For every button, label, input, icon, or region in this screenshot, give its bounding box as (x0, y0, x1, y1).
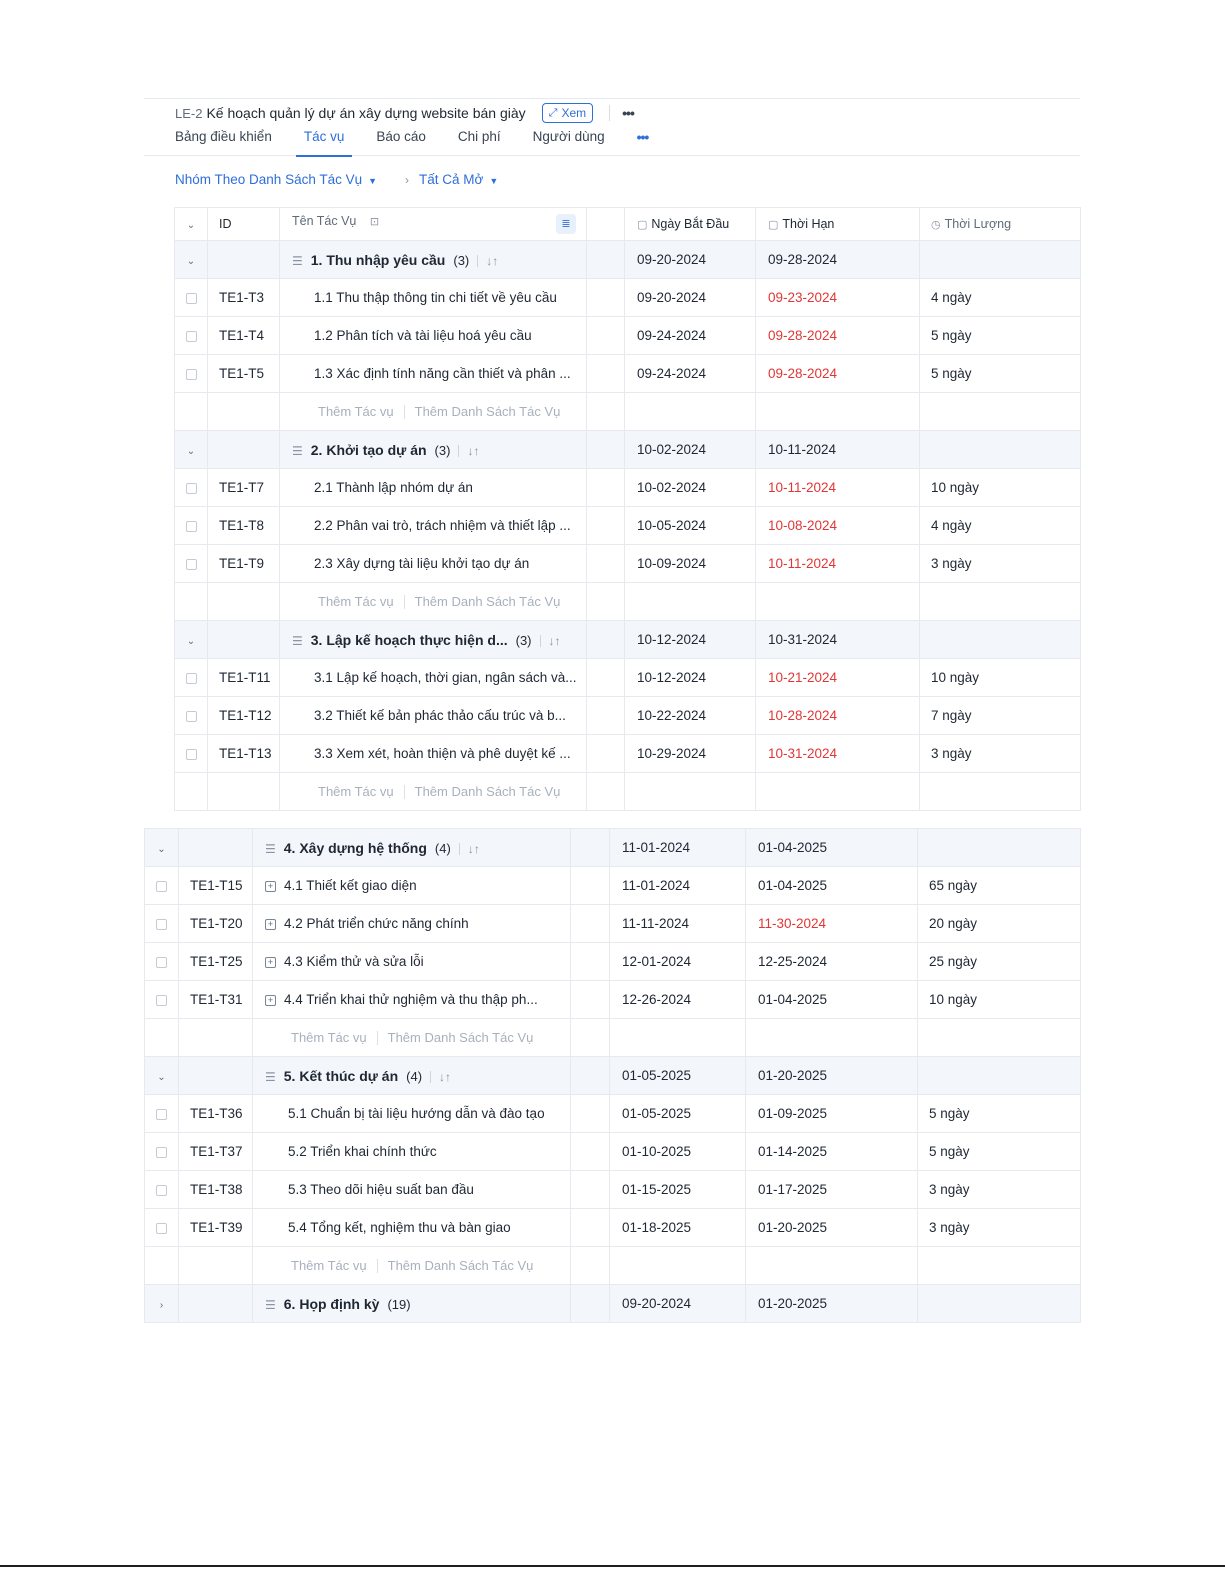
table-row[interactable] (145, 1209, 1081, 1247)
task-start-date[interactable]: 10-29-2024 (625, 735, 756, 773)
tab-dashboard[interactable]: Bảng điều khiển (175, 129, 272, 144)
row-checkbox[interactable] (156, 1223, 167, 1234)
task-due-date[interactable]: 01-14-2025 (746, 1133, 918, 1171)
group-name (253, 1057, 571, 1095)
group-due-date: 01-20-2025 (746, 1057, 918, 1095)
expand-subtasks-icon[interactable]: + (265, 881, 276, 892)
sort-icon[interactable]: ↓↑ (467, 443, 480, 458)
status-filter-label: Tất Cả Mở (419, 172, 484, 187)
task-due-date[interactable]: 09-28-2024 (756, 355, 920, 393)
task-duration: 5 ngày (920, 317, 1081, 355)
add-task-button[interactable]: Thêm Tác vụ (291, 1029, 367, 1045)
task-name[interactable]: 3.1 Lập kế hoạch, thời gian, ngân sách và... (280, 659, 587, 697)
task-due-date[interactable]: 10-08-2024 (756, 507, 920, 545)
calendar-icon: ▢ (768, 219, 779, 231)
task-duration: 10 ngày (918, 981, 1081, 1019)
task-duration: 7 ngày (920, 697, 1081, 735)
task-name[interactable]: 1.1 Thu thập thông tin chi tiết về yêu cầu (280, 279, 587, 317)
row-checkbox[interactable] (156, 957, 167, 968)
task-id: TE1-T37 (179, 1133, 253, 1171)
task-duration: 25 ngày (918, 943, 1081, 981)
group-name (280, 431, 587, 469)
group-count: (4) (434, 840, 451, 856)
row-checkbox[interactable] (156, 881, 167, 892)
task-id: TE1-T4 (208, 317, 280, 355)
table-row[interactable] (175, 545, 1081, 583)
row-checkbox[interactable] (156, 995, 167, 1006)
add-task-list-button[interactable]: Thêm Danh Sách Tác Vụ (414, 403, 561, 419)
task-start-date[interactable]: 10-22-2024 (625, 697, 756, 735)
row-checkbox[interactable] (186, 369, 197, 380)
task-due-date[interactable]: 01-09-2025 (746, 1095, 918, 1133)
columns-settings-icon[interactable]: ≣ (556, 214, 576, 234)
group-title: 6. Họp định kỳ (283, 1295, 380, 1312)
task-start-date[interactable]: 10-09-2024 (625, 545, 756, 583)
add-task-list-button[interactable]: Thêm Danh Sách Tác Vụ (387, 1257, 534, 1273)
table-row[interactable] (175, 469, 1081, 507)
task-due-date[interactable]: 10-11-2024 (756, 469, 920, 507)
task-start-date[interactable]: 12-01-2024 (610, 943, 746, 981)
task-name[interactable]: 3.3 Xem xét, hoàn thiện và phê duyệt kế ... (280, 735, 587, 773)
calendar-icon: ▢ (637, 219, 648, 231)
task-id: TE1-T8 (208, 507, 280, 545)
task-start-date[interactable]: 10-02-2024 (625, 469, 756, 507)
view-button[interactable] (542, 103, 594, 123)
column-name[interactable] (280, 208, 587, 241)
task-id: TE1-T3 (208, 279, 280, 317)
group-due-date: 10-11-2024 (756, 431, 920, 469)
sort-icon[interactable]: ↓↑ (439, 1069, 452, 1084)
page-edge-line (0, 1565, 1225, 1567)
task-table-part-1 (174, 207, 1081, 811)
project-header (144, 98, 1080, 156)
group-name (280, 621, 587, 659)
group-title: 1. Thu nhập yêu cầu (310, 251, 446, 268)
column-duration[interactable] (920, 208, 1081, 241)
column-due-label: Thời Hạn (782, 217, 835, 231)
table-header (175, 208, 1081, 241)
group-count: (3) (515, 632, 532, 648)
group-name (253, 1285, 571, 1323)
link-icon: ⤢ (548, 106, 558, 119)
task-id: TE1-T25 (179, 943, 253, 981)
collapse-all-icon[interactable]: ⌄ (175, 208, 208, 241)
list-icon: ☰ (265, 841, 276, 856)
table-row[interactable] (175, 355, 1081, 393)
add-task-row (175, 393, 1081, 431)
chevron-right-icon: › (405, 172, 410, 187)
task-due-date[interactable]: 10-28-2024 (756, 697, 920, 735)
task-id: TE1-T39 (179, 1209, 253, 1247)
task-duration: 3 ngày (920, 545, 1081, 583)
task-due-date[interactable]: 01-17-2025 (746, 1171, 918, 1209)
task-start-date[interactable]: 10-05-2024 (625, 507, 756, 545)
collapse-group-icon[interactable]: ⌄ (145, 1057, 179, 1095)
add-task-list-button[interactable]: Thêm Danh Sách Tác Vụ (414, 593, 561, 609)
task-due-date[interactable]: 10-31-2024 (756, 735, 920, 773)
task-name[interactable]: 1.3 Xác định tính năng cần thiết và phân ... (280, 355, 587, 393)
filter-bar (175, 172, 498, 187)
list-icon: ☰ (292, 253, 303, 268)
clock-icon: ◷ (931, 219, 941, 231)
group-title: 2. Khởi tạo dự án (310, 441, 427, 458)
task-id: TE1-T13 (208, 735, 280, 773)
row-checkbox[interactable] (186, 293, 197, 304)
row-checkbox[interactable] (156, 919, 167, 930)
task-group-row[interactable] (175, 621, 1081, 659)
group-title: 3. Lập kế hoạch thực hiện d... (310, 631, 508, 648)
table-row[interactable] (145, 943, 1081, 981)
collapse-group-icon[interactable]: ⌄ (175, 621, 208, 659)
expand-group-icon[interactable]: › (145, 1285, 179, 1323)
task-start-date[interactable]: 11-01-2024 (610, 867, 746, 905)
table-row[interactable] (175, 317, 1081, 355)
more-tabs-icon[interactable]: ••• (636, 129, 649, 145)
task-name[interactable]: 3.2 Thiết kế bản phác thảo cấu trúc và b... (280, 697, 587, 735)
task-name[interactable]: 5.1 Chuẩn bị tài liệu hướng dẫn và đào tạo (253, 1095, 571, 1133)
task-start-date[interactable]: 10-12-2024 (625, 659, 756, 697)
group-count: (4) (406, 1068, 423, 1084)
table-row[interactable] (145, 867, 1081, 905)
tab-bar (175, 129, 648, 155)
group-title: 5. Kết thúc dự án (283, 1067, 399, 1084)
expand-subtasks-icon[interactable]: + (265, 919, 276, 930)
task-name[interactable]: 2.2 Phân vai trò, trách nhiệm và thiết lập ... (280, 507, 587, 545)
task-name[interactable]: 1.2 Phân tích và tài liệu hoá yêu cầu (280, 317, 587, 355)
task-duration: 20 ngày (918, 905, 1081, 943)
group-by-dropdown[interactable] (175, 172, 377, 187)
add-task-row (175, 773, 1081, 811)
project-title: Kế hoạch quản lý dự án xây dựng website bán giày (206, 105, 526, 121)
add-task-button[interactable]: Thêm Tác vụ (318, 403, 394, 419)
add-task-list-button[interactable]: Thêm Danh Sách Tác Vụ (414, 783, 561, 799)
table-row[interactable] (145, 1133, 1081, 1171)
chevron-down-icon: ▼ (489, 176, 499, 186)
expand-subtasks-icon[interactable]: + (265, 995, 276, 1006)
group-start-date: 10-12-2024 (625, 621, 756, 659)
task-start-date[interactable]: 01-10-2025 (610, 1133, 746, 1171)
tab-tasks[interactable]: Tác vụ (304, 129, 345, 155)
task-due-date[interactable]: 11-30-2024 (746, 905, 918, 943)
task-name[interactable]: 4.4 Triển khai thử nghiệm và thu thập ph... (284, 992, 538, 1007)
task-group-row[interactable] (145, 829, 1081, 867)
column-start-date[interactable] (625, 208, 756, 241)
task-due-date[interactable]: 01-04-2025 (746, 867, 918, 905)
add-task-row (145, 1019, 1081, 1057)
column-duration-label: Thời Lượng (944, 217, 1012, 231)
column-start-label: Ngày Bắt Đầu (651, 217, 730, 231)
view-button-label: Xem (561, 106, 587, 120)
divider (609, 105, 610, 121)
row-checkbox[interactable] (186, 711, 197, 722)
group-count: (3) (453, 252, 470, 268)
task-duration: 5 ngày (920, 355, 1081, 393)
add-task-row (145, 1247, 1081, 1285)
row-checkbox[interactable] (156, 1147, 167, 1158)
row-checkbox[interactable] (186, 331, 197, 342)
table-row[interactable] (145, 1171, 1081, 1209)
group-start-date: 11-01-2024 (610, 829, 746, 867)
group-due-date: 01-04-2025 (746, 829, 918, 867)
row-checkbox[interactable] (186, 483, 197, 494)
task-due-date[interactable]: 01-04-2025 (746, 981, 918, 1019)
table-row[interactable] (175, 279, 1081, 317)
list-icon: ☰ (265, 1297, 276, 1312)
table-row[interactable] (175, 697, 1081, 735)
task-id: TE1-T12 (208, 697, 280, 735)
task-duration: 10 ngày (920, 659, 1081, 697)
group-start-date: 10-02-2024 (625, 431, 756, 469)
project-id: LE-2 (175, 105, 203, 121)
task-group-row[interactable] (145, 1057, 1081, 1095)
row-checkbox[interactable] (186, 673, 197, 684)
row-checkbox[interactable] (156, 1109, 167, 1120)
task-table-part-2 (144, 828, 1081, 1323)
task-name[interactable]: 4.1 Thiết kết giao diện (284, 878, 417, 893)
row-checkbox[interactable] (186, 749, 197, 760)
task-name[interactable]: 5.2 Triển khai chính thức (253, 1133, 571, 1171)
task-start-date[interactable]: 12-26-2024 (610, 981, 746, 1019)
task-id: TE1-T11 (208, 659, 280, 697)
group-start-date: 09-20-2024 (625, 241, 756, 279)
task-duration: 5 ngày (918, 1095, 1081, 1133)
task-name[interactable]: 4.3 Kiểm thử và sửa lỗi (284, 954, 424, 969)
lock-icon: ⊡ (369, 216, 380, 228)
task-name[interactable]: 2.3 Xây dựng tài liệu khởi tạo dự án (280, 545, 587, 583)
table-row[interactable] (145, 981, 1081, 1019)
task-id: TE1-T15 (179, 867, 253, 905)
chevron-down-icon: ▼ (368, 176, 378, 186)
task-duration: 5 ngày (918, 1133, 1081, 1171)
task-start-date[interactable]: 01-15-2025 (610, 1171, 746, 1209)
group-start-date: 09-20-2024 (610, 1285, 746, 1323)
task-start-date[interactable]: 11-11-2024 (610, 905, 746, 943)
table-row[interactable] (175, 507, 1081, 545)
task-name[interactable]: 5.3 Theo dõi hiệu suất ban đầu (253, 1171, 571, 1209)
collapse-group-icon[interactable]: ⌄ (145, 829, 179, 867)
task-duration: 65 ngày (918, 867, 1081, 905)
list-icon: ☰ (292, 443, 303, 458)
add-task-row (175, 583, 1081, 621)
task-due-date[interactable]: 12-25-2024 (746, 943, 918, 981)
task-id: TE1-T36 (179, 1095, 253, 1133)
more-options-icon[interactable]: ••• (622, 105, 634, 121)
expand-subtasks-icon[interactable]: + (265, 957, 276, 968)
task-duration: 3 ngày (920, 735, 1081, 773)
task-due-date[interactable]: 01-20-2025 (746, 1209, 918, 1247)
column-spacer (587, 208, 625, 241)
status-filter-dropdown[interactable] (419, 172, 498, 187)
tab-users[interactable]: Người dùng (532, 129, 605, 144)
add-task-button[interactable]: Thêm Tác vụ (318, 783, 394, 799)
task-name[interactable]: 5.4 Tổng kết, nghiệm thu và bàn giao (253, 1209, 571, 1247)
task-due-date[interactable]: 09-28-2024 (756, 317, 920, 355)
task-due-date[interactable]: 10-11-2024 (756, 545, 920, 583)
group-start-date: 01-05-2025 (610, 1057, 746, 1095)
task-group-row[interactable] (145, 1285, 1081, 1323)
add-task-list-button[interactable]: Thêm Danh Sách Tác Vụ (387, 1029, 534, 1045)
row-checkbox[interactable] (156, 1185, 167, 1196)
group-title: 4. Xây dựng hệ thống (283, 839, 427, 856)
task-id: TE1-T5 (208, 355, 280, 393)
row-checkbox[interactable] (186, 559, 197, 570)
table-row[interactable] (145, 1095, 1081, 1133)
task-due-date[interactable]: 10-21-2024 (756, 659, 920, 697)
group-due-date: 10-31-2024 (756, 621, 920, 659)
task-duration: 10 ngày (920, 469, 1081, 507)
task-id: TE1-T7 (208, 469, 280, 507)
group-name (253, 829, 571, 867)
task-name[interactable]: 4.2 Phát triển chức năng chính (284, 916, 469, 931)
task-duration: 4 ngày (920, 279, 1081, 317)
task-group-row[interactable] (175, 431, 1081, 469)
add-task-button[interactable]: Thêm Tác vụ (318, 593, 394, 609)
group-due-date: 01-20-2025 (746, 1285, 918, 1323)
column-due-date[interactable] (756, 208, 920, 241)
task-due-date[interactable]: 09-23-2024 (756, 279, 920, 317)
task-duration: 3 ngày (918, 1209, 1081, 1247)
table-row[interactable] (145, 905, 1081, 943)
group-due-date: 09-28-2024 (756, 241, 920, 279)
group-by-label: Nhóm Theo Danh Sách Tác Vụ (175, 172, 363, 187)
collapse-group-icon[interactable]: ⌄ (175, 241, 208, 279)
group-name (280, 241, 587, 279)
list-icon: ☰ (292, 633, 303, 648)
task-start-date[interactable]: 01-05-2025 (610, 1095, 746, 1133)
task-start-date[interactable]: 01-18-2025 (610, 1209, 746, 1247)
task-id: TE1-T38 (179, 1171, 253, 1209)
tab-costs[interactable]: Chi phí (457, 129, 501, 144)
title-row (175, 102, 634, 124)
sort-icon[interactable]: ↓↑ (486, 253, 499, 268)
task-id: TE1-T9 (208, 545, 280, 583)
group-count: (19) (387, 1296, 411, 1312)
task-duration: 4 ngày (920, 507, 1081, 545)
tab-reports[interactable]: Báo cáo (376, 129, 426, 144)
row-checkbox[interactable] (186, 521, 197, 532)
column-name-label: Tên Tác Vụ (292, 214, 357, 228)
task-id: TE1-T31 (179, 981, 253, 1019)
task-id: TE1-T20 (179, 905, 253, 943)
add-task-button[interactable]: Thêm Tác vụ (291, 1257, 367, 1273)
column-id[interactable]: ID (208, 208, 280, 241)
collapse-group-icon[interactable]: ⌄ (175, 431, 208, 469)
task-start-date[interactable]: 09-24-2024 (625, 355, 756, 393)
task-group-row[interactable] (175, 241, 1081, 279)
sort-icon[interactable]: ↓↑ (548, 633, 561, 648)
task-start-date[interactable]: 09-24-2024 (625, 317, 756, 355)
task-name[interactable]: 2.1 Thành lập nhóm dự án (280, 469, 587, 507)
table-row[interactable] (175, 735, 1081, 773)
group-count: (3) (434, 442, 451, 458)
table-row[interactable] (175, 659, 1081, 697)
list-icon: ☰ (265, 1069, 276, 1084)
sort-icon[interactable]: ↓↑ (467, 841, 480, 856)
task-duration: 3 ngày (918, 1171, 1081, 1209)
task-start-date[interactable]: 09-20-2024 (625, 279, 756, 317)
